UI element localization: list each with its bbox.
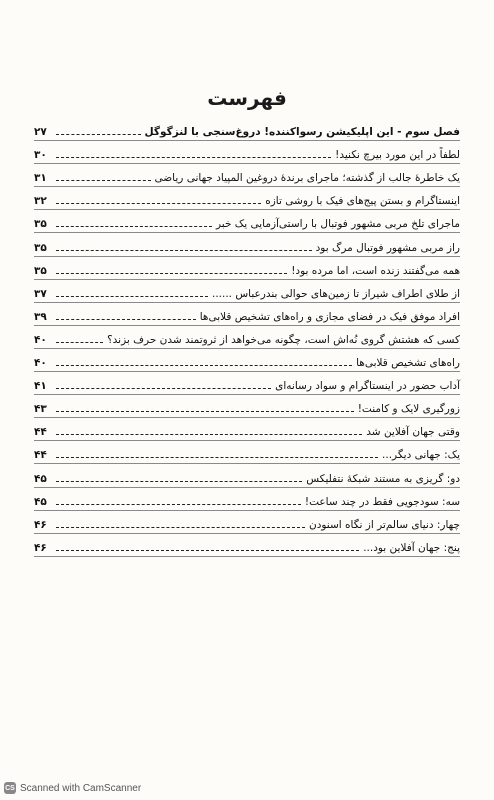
toc-leader-dashes — [56, 365, 352, 366]
toc-entry — [34, 372, 460, 395]
toc-entry — [34, 395, 460, 418]
toc-entry-title: همه می‌گفتند زنده است، اما مرده بود! — [291, 264, 460, 277]
toc-page-number: ۳۵ — [34, 241, 47, 254]
toc-leader-dashes — [56, 203, 261, 204]
toc-page-number: ۴۴ — [34, 426, 47, 439]
toc-entry-title: دو: گریزی به مستند شبکهٔ نتفلیکس — [306, 472, 460, 485]
toc-entry — [34, 349, 460, 372]
toc-page-number: ۴۰ — [34, 333, 47, 346]
toc-leader-dashes — [56, 481, 302, 482]
watermark-label: Scanned with CamScanner — [20, 782, 142, 794]
toc-entry-title: زورگیری لایک و کامنت! — [357, 403, 460, 416]
toc-entry-title: اینستاگرام و بستن پیج‌های فیک با روشی تازه — [265, 195, 460, 208]
toc-leader-dashes — [56, 411, 354, 412]
toc-page-number: ۲۷ — [34, 126, 47, 139]
toc-page-number: ۴۳ — [34, 403, 47, 416]
toc-entry-title: وقتی جهان آفلاین شد — [366, 426, 460, 439]
toc-leader-dashes — [56, 250, 312, 251]
toc-entry — [34, 488, 460, 511]
toc-entry — [34, 280, 460, 303]
toc-page-number: ۳۱ — [34, 172, 47, 185]
camscanner-logo-icon: CS — [4, 782, 16, 794]
toc-entry-title: راز مربی مشهور فوتبال مرگ بود — [315, 241, 460, 254]
toc-entry — [34, 187, 460, 210]
table-of-contents — [34, 118, 460, 557]
toc-entry-title: آداب حضور در اینستاگرام و سواد رسانه‌ای — [275, 380, 460, 393]
toc-entry — [34, 511, 460, 534]
toc-page-number: ۳۰ — [34, 149, 47, 162]
page-title: فهرست — [207, 86, 287, 110]
toc-page-number: ۴۶ — [34, 541, 47, 554]
toc-entry — [34, 118, 460, 141]
toc-page-number: ۳۷ — [34, 287, 47, 300]
toc-leader-dashes — [56, 550, 359, 551]
toc-entry — [34, 464, 460, 487]
toc-entry-title: ماجرای تلخ مربی مشهور فوتبال با راستی‌آزمایی یک خبر — [216, 218, 460, 231]
toc-leader-dashes — [56, 457, 378, 458]
toc-entry — [34, 441, 460, 464]
toc-entry — [34, 210, 460, 233]
toc-leader-dashes — [56, 342, 103, 343]
toc-leader-dashes — [56, 504, 301, 505]
toc-entry-title: یک خاطرهٔ جالب از گذشته؛ ماجرای برندهٔ دروغین المپیاد جهانی ریاضی — [154, 172, 460, 185]
toc-entry — [34, 303, 460, 326]
toc-entry-title: راه‌های تشخیص قلابی‌ها — [356, 357, 460, 370]
toc-entry-title: لطفاً در این مورد بیرچ نکنید! — [335, 149, 460, 162]
toc-leader-dashes — [56, 273, 287, 274]
toc-leader-dashes — [56, 180, 151, 181]
toc-page-number: ۴۴ — [34, 449, 47, 462]
toc-entry-title: سه: سودجویی فقط در چند ساعت! — [304, 495, 460, 508]
toc-leader-dashes — [56, 527, 305, 528]
toc-entry-title: فصل سوم - این اپلیکیشن رسواکننده! دروغ‌سنجی با لنزگوگل — [144, 126, 460, 139]
toc-leader-dashes — [56, 388, 271, 389]
toc-entry — [34, 233, 460, 256]
toc-entry — [34, 257, 460, 280]
toc-leader-dashes — [56, 157, 331, 158]
toc-page-number: ۳۵ — [34, 218, 47, 231]
toc-leader-dashes — [56, 319, 196, 320]
toc-page-number: ۳۲ — [34, 195, 47, 208]
toc-entry — [34, 534, 460, 557]
toc-leader-dashes — [56, 434, 362, 435]
toc-page-number: ۴۵ — [34, 472, 47, 485]
toc-entry-title: یک: جهانی دیگر... — [382, 449, 460, 462]
toc-entry — [34, 164, 460, 187]
toc-page-number: ۳۹ — [34, 310, 47, 323]
toc-leader-dashes — [56, 134, 141, 135]
toc-page-number: ۴۱ — [34, 380, 47, 393]
toc-page-number: ۴۵ — [34, 495, 47, 508]
toc-page-number: ۴۶ — [34, 518, 47, 531]
toc-entry-title: از طلای اطراف شیراز تا زمین‌های حوالی بندرعباس ...... — [211, 287, 460, 300]
toc-entry — [34, 141, 460, 164]
toc-entry — [34, 326, 460, 349]
toc-entry-title: چهار: دنیای سالم‌تر از نگاه اسنودن — [308, 518, 460, 531]
toc-page-number: ۴۰ — [34, 357, 47, 370]
toc-entry-title: افراد موفق فیک در فضای مجازی و راه‌های تشخیص قلابی‌ها — [199, 310, 460, 323]
toc-entry — [34, 418, 460, 441]
toc-leader-dashes — [56, 296, 208, 297]
scanner-watermark — [4, 782, 141, 794]
toc-entry-title: کسی که هشتش گروی نُه‌اش است، چگونه می‌خواهد از ثروتمند شدن حرف بزند؟ — [107, 333, 460, 346]
toc-entry-title: پنج: جهان آفلاین بود... — [363, 541, 460, 554]
toc-page-number: ۳۵ — [34, 264, 47, 277]
toc-leader-dashes — [56, 226, 212, 227]
